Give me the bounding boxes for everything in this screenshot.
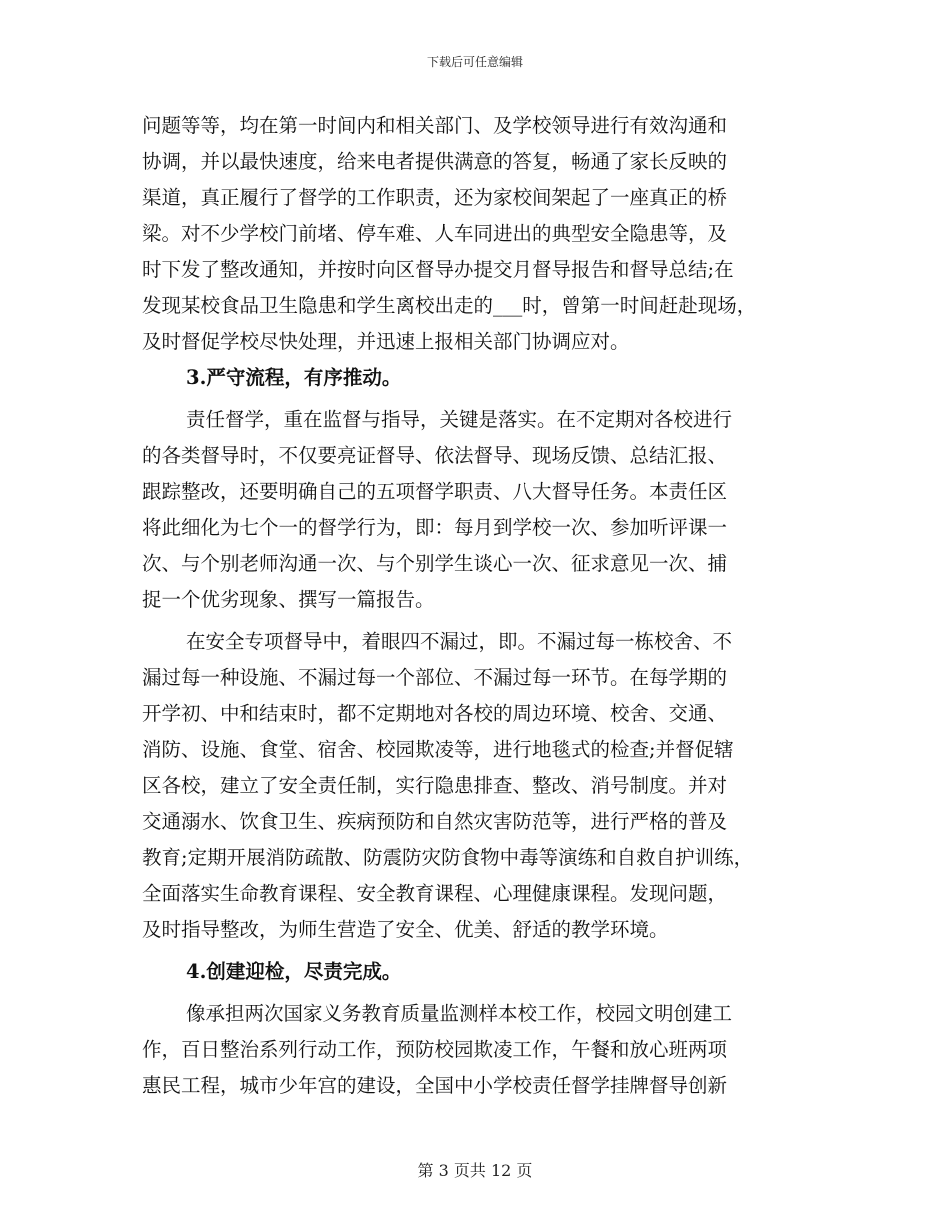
paragraph-3-line-5: 区各校，建立了安全责任制，实行隐患排查、整改、消号制度。并对 (142, 774, 728, 797)
paragraph-3-line-8: 全面落实生命教育课程、安全教育课程、心理健康课程。发现问题， (142, 882, 728, 905)
paragraph-1-line-4: 梁。对不少学校门前堵、停车难、人车同进出的典型安全隐患等，及 (142, 222, 728, 245)
paragraph-2-line-5: 次、与个别老师沟通一次、与个别学生谈心一次、征求意见一次、捕 (142, 552, 728, 575)
paragraph-2-line-6: 捉一个优劣现象、撰写一篇报告。 (142, 588, 435, 611)
page-footer: 第 3 页共 12 页 (417, 1161, 533, 1180)
paragraph-1-line-5: 时下发了整改通知，并按时向区督导办提交月督导报告和督导总结;在 (142, 258, 734, 281)
paragraph-2-line-4: 将此细化为七个一的督学行为，即：每月到学校一次、参加听评课一 (142, 516, 728, 539)
paragraph-3-line-3: 开学初、中和结束时，都不定期地对各校的周边环境、校舍、交通、 (142, 702, 728, 725)
paragraph-4-line-3: 惠民工程，城市少年宫的建设，全国中小学校责任督学挂牌督导创新 (142, 1074, 728, 1097)
paragraph-1-line-6: 发现某校食品卫生隐患和学生离校出走的___时，曾第一时间赶赴现场， (142, 294, 757, 317)
page-header: 下载后可任意编辑 (426, 55, 523, 69)
paragraph-3-line-6: 交通溺水、饮食卫生、疾病预防和自然灾害防范等，进行严格的普及 (142, 810, 728, 833)
paragraph-4-line-2: 作，百日整治系列行动工作，预防校园欺凌工作，午餐和放心班两项 (142, 1038, 728, 1061)
paragraph-3-line-4: 消防、设施、食堂、宿舍、校园欺凌等，进行地毯式的检查;并督促辖 (142, 738, 734, 761)
paragraph-3-line-2: 漏过每一种设施、不漏过每一个部位、不漏过每一环节。在每学期的 (142, 666, 728, 689)
paragraph-1-line-3: 渠道，真正履行了督学的工作职责，还为家校间架起了一座真正的桥 (142, 186, 728, 209)
paragraph-2-line-1: 责任督学，重在监督与指导，关键是落实。在不定期对各校进行 (186, 408, 733, 431)
paragraph-4-line-1: 像承担两次国家义务教育质量监测样本校工作，校园文明创建工 (186, 1002, 733, 1025)
paragraph-3-line-9: 及时指导整改，为师生营造了安全、优美、舒适的教学环境。 (142, 918, 669, 941)
paragraph-2-line-2: 的各类督导时，不仅要亮证督导、依法督导、现场反馈、总结汇报、 (142, 444, 728, 467)
section-heading-3: 3.严守流程，有序推动。 (186, 366, 402, 389)
paragraph-3-line-1: 在安全专项督导中，着眼四不漏过，即。不漏过每一栋校舍、不 (186, 630, 733, 653)
section-heading-4: 4.创建迎检，尽责完成。 (186, 960, 402, 983)
paragraph-1-line-1: 问题等等，均在第一时间内和相关部门、及学校领导进行有效沟通和 (142, 114, 728, 137)
paragraph-1-line-2: 协调，并以最快速度，给来电者提供满意的答复，畅通了家长反映的 (142, 150, 728, 173)
paragraph-3-line-7: 教育;定期开展消防疏散、防震防灾防食物中毒等演练和自救自护训练， (142, 846, 754, 869)
paragraph-2-line-3: 跟踪整改，还要明确自己的五项督学职责、八大督导任务。本责任区 (142, 480, 728, 503)
paragraph-1-line-7: 及时督促学校尽快处理，并迅速上报相关部门协调应对。 (142, 330, 630, 353)
